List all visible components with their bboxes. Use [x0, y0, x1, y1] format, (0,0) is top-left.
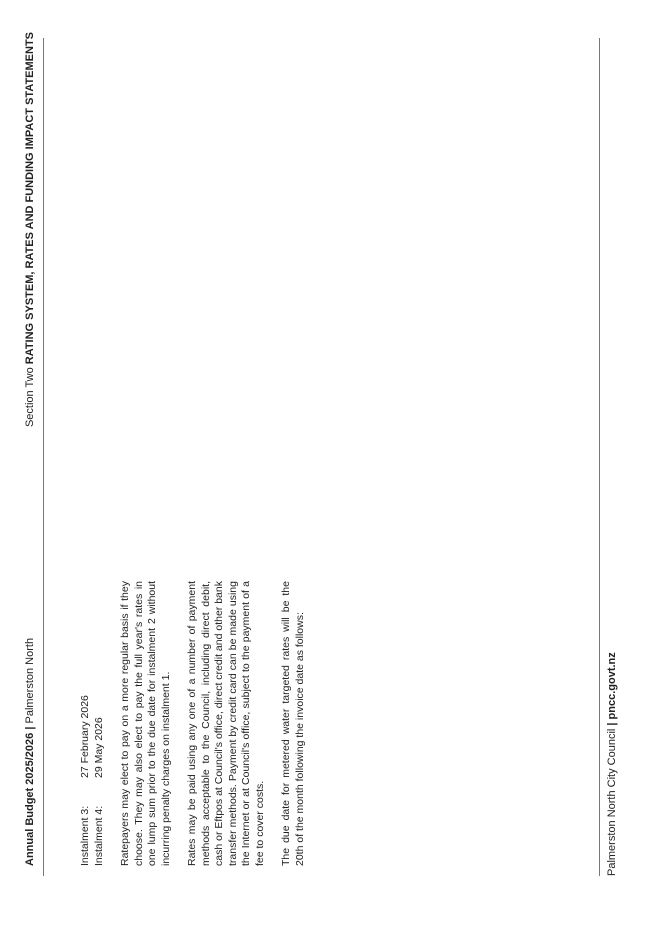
installment-date: 29 May 2026: [92, 717, 105, 778]
section-label: Section Two: [24, 367, 36, 428]
installment-label: Instalment 3:: [79, 805, 91, 866]
footer-divider: [599, 38, 600, 876]
page-header-left: [24, 638, 36, 866]
installment-label: Instalment 4:: [92, 805, 105, 866]
paragraph-payment-frequency: Ratepayers may elect to pay on a more regular basis if they choose. They may also elect to pay the full year's rates in one lump sum prior to the due date for instalment 2 without incurring penalty charges on instalment 1.: [119, 581, 172, 866]
page-content: [79, 581, 307, 866]
installment-date: 27 February 2026: [79, 695, 91, 778]
header-title: Annual Budget 2025/2026: [24, 732, 36, 866]
installment-list: [79, 581, 106, 866]
paragraph-payment-methods: Rates may be paid using any one of a number of payment methods acceptable to the Council, including direct debit, cash or Eftpos at Council's office, direct credit and other bank transfer methods. Payment by credit card can be made using the Internet or at Council's office, subject to the payment of a fee to cover costs.: [186, 581, 266, 866]
footer-organisation: Palmerston North City Council: [606, 728, 618, 876]
header-separator: |: [24, 726, 36, 730]
installment-row: [79, 581, 93, 866]
page-footer: [606, 652, 618, 876]
header-divider: [43, 38, 44, 876]
footer-separator: |: [606, 722, 618, 726]
installment-row: [93, 581, 107, 866]
header-subtitle: Palmerston North: [24, 637, 36, 724]
page-header-right: [24, 32, 36, 502]
footer-website: pncc.govt.nz: [606, 652, 618, 720]
section-title: RATING SYSTEM, RATES AND FUNDING IMPACT STATEMENTS: [24, 32, 36, 365]
paragraph-metered-water: The due date for metered water targeted rates will be the 20th of the month following the invoice date as follows:: [280, 581, 306, 866]
